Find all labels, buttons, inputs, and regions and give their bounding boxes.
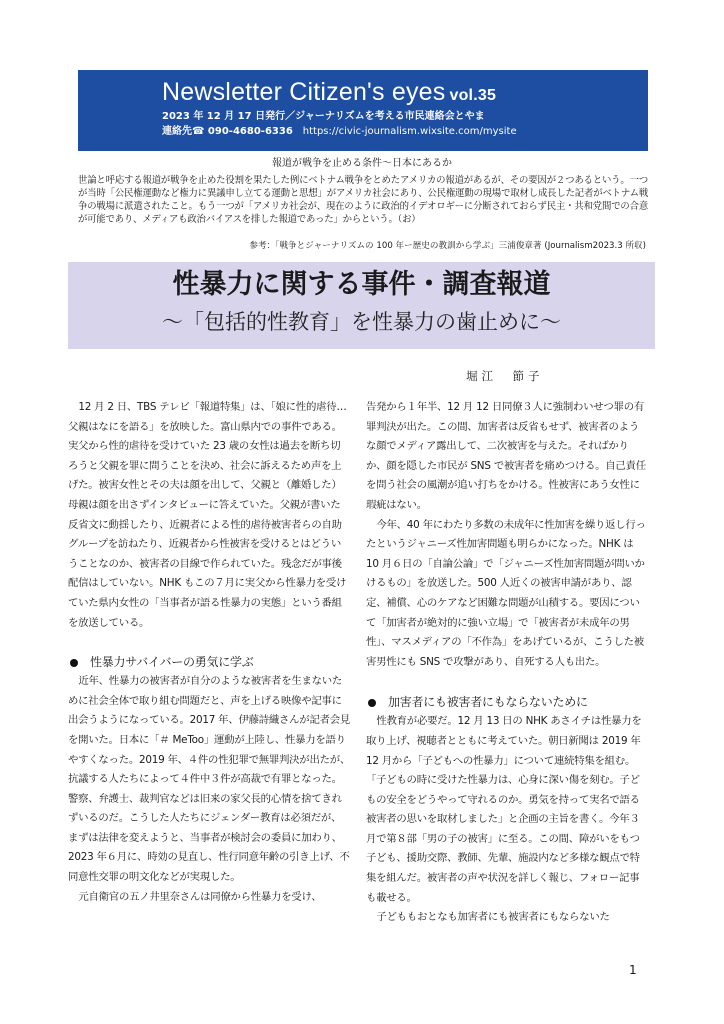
bullet-icon bbox=[368, 699, 376, 707]
contact-phone: 連絡先☎ 090-4680-6336 bbox=[162, 126, 293, 137]
article-paragraph: 告発から１年半、12 月 12 日同僚３人に強制わいせつ罪の有罪判決が出た。この間、加害者は反省もせず、被害者のような顔でメディア露出して、二次被害を与えた。そればかりか、顔を隠した市民が SNS で被害者を痛めつける。自己責任を問う社会の風潮が追い打ちをかける。性被害にあう女性に瑕疵はない。 bbox=[366, 401, 646, 511]
contact-line bbox=[162, 124, 648, 139]
section-spacer bbox=[366, 672, 648, 693]
article-paragraph: 子どももおとなも加害者にも被害者にもならないた bbox=[376, 911, 610, 924]
newsletter-title bbox=[162, 79, 648, 109]
article-column-right bbox=[366, 398, 648, 928]
issue-line: 2023 年 12 月 17 日発行／ジャーナリズムを考える市民連絡会とやま bbox=[162, 111, 485, 122]
volume-number: vol.35 bbox=[449, 87, 497, 104]
section-heading-text: 加害者にも被害者にもならないために bbox=[388, 695, 588, 710]
article-paragraph: 今年、40 年にわたり多数の未成年に性加害を繰り返し行ったというジャニーズ性加害問題も明らかになった。NHK は 10 月６日の「自論公論」で「ジャニーズ性加害問題が問いかけるもの」を放送した。500 人近くの被害申請があり、認定、補償、心のケアなど困難な問題が山積する。要因について「加害者が絶対的に強い立場」で「被害者が未成年の男性」、マスメディアの「不作為」をあげているが、こうした被害男性にも SNS で攻撃があり、自死する人も出た。 bbox=[366, 518, 646, 668]
article-paragraph: 元自衛官の五ノ井里奈さんは同僚から性暴力を受け、 bbox=[78, 890, 322, 903]
newsletter-banner bbox=[78, 70, 648, 151]
page-number: 1 bbox=[629, 963, 637, 977]
newsletter-title-text: Newsletter Citizen's eyes bbox=[162, 78, 446, 106]
article-paragraph: 性教育が必要だ。12 月 13 日の NHK あさイチは性暴力を取り上げ、視聴者とともに考えていた。朝日新聞は 2019 年 12 月から「子どもへの性暴力」について連続特集を組む。「子どもの時に受けた性暴力は、心身に深い傷を刻む。子どもの安全をどうやって守れるのか。勇気を持って実名で語る被害者の思いを取材しました」と企画の主旨を書く。今年３月で第８部「男の子の被害」に至る。この間、障がいをもつ子ども、援助交際、教師、先輩、施設内など多様な観点で特集を組んだ。被害者の声や状況を詳しく報じ、フォロー記事も載せる。 bbox=[366, 715, 642, 904]
editorial-reference: 参考：「戦争とジャーナリズムの 100 年ー歴史の教訓から学ぶ」三浦俊章著 (Journalism2023.3 所収) bbox=[249, 241, 646, 251]
article-column-left bbox=[68, 398, 350, 907]
article-headline: 性暴力に関する事件・調査報道 bbox=[172, 269, 551, 300]
section-spacer bbox=[68, 633, 350, 653]
editorial-title: 報道が戦争を止める条件～日本にあるか bbox=[272, 158, 452, 169]
article-subheadline: ～「包括的性教育」を性暴力の歯止めに～ bbox=[162, 310, 561, 334]
section-heading bbox=[366, 693, 648, 712]
website-url: https://civic-journalism.wixsite.com/mysite bbox=[302, 126, 517, 137]
editorial-body: 世論と呼応する報道が戦争を止めた役割を果たした例にベトナム戦争をとめたアメリカの報道があるが、その要因が２つあるという。一つが当時「公民権運動など権力に異議申し立てる運動と思想」がアメリカ社会にあり、公民権運動の現場で取材し成長した記者がベトナム戦争の戦場に派遣されたこと。もう一つが「アメリカ社会が、現在のように政治的イデオロギーに分断されておらず民主・共和党間での合意が可能であり、メディアも政治バイアスを排した報道であった」からという。（お） bbox=[78, 175, 648, 225]
bullet-icon bbox=[70, 659, 78, 667]
article-paragraph: 近年、性暴力の被害者が自分のような被害者を生まないために社会全体で取り組む問題だと、声を上げる映像や記事に出会うようになっている。2017 年、伊藤詩織さんが記者会見を開いた。日本に「＃ MeToo」運動が上陸し、性暴力を語りやすくなった。2019 年、４件の性犯罪で無罪判決が出たが、抗議する人たちによって４件中３件が高裁で有罪となった。警察、弁護士、裁判官などは旧来の家父長的心情を捨てきれずいるのだ。こうした人たちにジェンダー教育は必須だが、まずは法律を変えようと、当事者が検討会の委員に加わり、2023 年６月に、時効の見直し、性行同意年齢の引き上げ、不同意性交罪の明文化などが実現した。 bbox=[68, 675, 351, 884]
article-paragraph: 12 月 2 日、TBS テレビ「報道特集」は、「娘に性的虐待…父親はなにを語る」を放映した。富山県内での事件である。実父から性的虐待を受けていた 23 歳の女性は過去を断ち切ろうと父親を罪に問うことを決め、社会に訴えるため声を上げた。被害女性とその夫は顔を出して、父親と（離婚した）母親は顔を出さずインタビューに答えていた。父親が書いた反省文に動揺したり、近親者による性的虐待被害者らの自助グループを訪ねたり、近親者から性被害を受けるとはどういうことなのか、被害者の目線で作られていた。残念だが事後配信はしていない。NHK もこの７月に実父から性暴力を受けていた県内女性の「当事者が語る性暴力の実態」という番組を放送している。 bbox=[68, 401, 347, 629]
article-author: 堀江 節子 bbox=[466, 369, 544, 383]
article-headline-box bbox=[68, 262, 655, 349]
section-heading bbox=[68, 653, 350, 672]
section-heading-text: 性暴力サバイバーの勇気に学ぶ bbox=[90, 655, 254, 670]
